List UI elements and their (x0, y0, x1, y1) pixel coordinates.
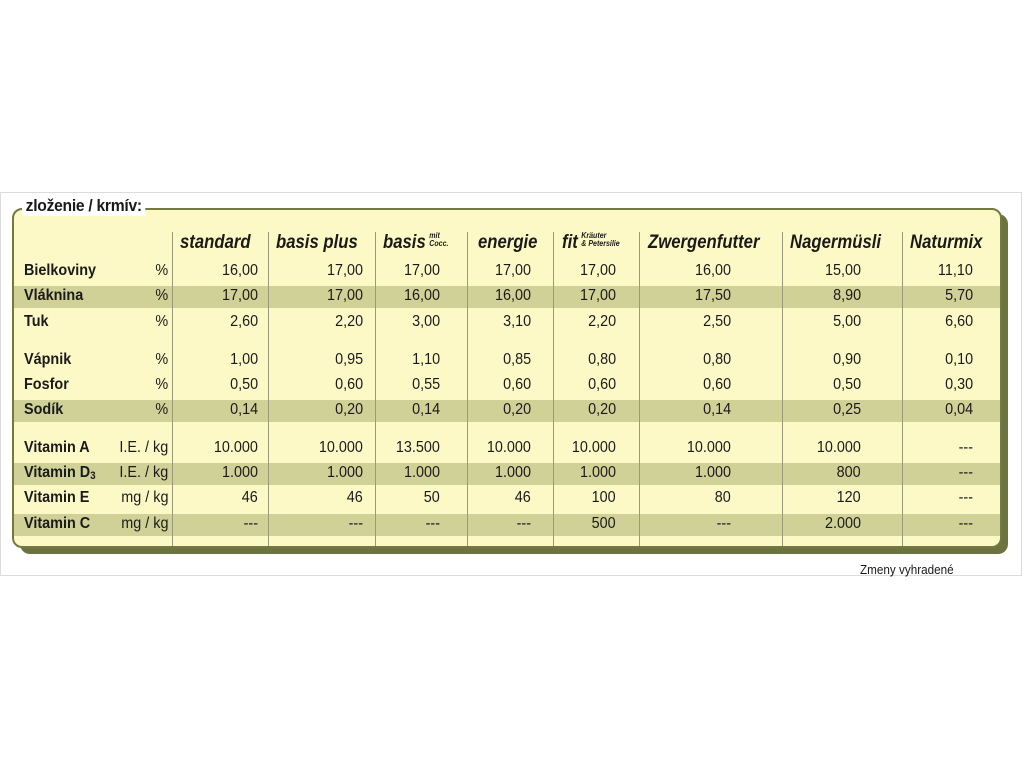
table-title: zloženie / krmív: (22, 196, 145, 216)
column-divider (782, 232, 783, 546)
footer-note: Zmeny vyhradené (860, 562, 954, 577)
table-cell: 17,00 (221, 287, 258, 304)
row-unit: I.E. / kg (119, 439, 168, 456)
table-cell: 0,14 (229, 401, 258, 418)
table-cell: 5,00 (832, 313, 861, 330)
table-cell: 3,10 (502, 313, 531, 330)
table-cell: --- (516, 515, 531, 532)
table-cell: 0,85 (502, 351, 531, 368)
column-divider (375, 232, 376, 546)
table-cell: 11,10 (938, 262, 973, 279)
table-cell: 1.000 (494, 464, 531, 481)
table-cell: 0,60 (587, 376, 616, 393)
row-label: Vitamin D3 (24, 464, 96, 482)
row-label: Bielkoviny (24, 262, 97, 279)
column-divider (902, 232, 903, 546)
column-header (790, 232, 881, 254)
row-unit: I.E. / kg (119, 464, 168, 481)
table-cell: 17,00 (579, 287, 616, 304)
table-cell: 5,70 (944, 287, 973, 304)
table-cell: 0,04 (944, 401, 973, 418)
row-label: Vápnik (24, 351, 72, 368)
table-cell: 100 (591, 489, 616, 506)
table-cell: 1,10 (411, 351, 440, 368)
table-cell: 2,50 (702, 313, 731, 330)
row-label: Fosfor (24, 376, 69, 393)
table-cell: 46 (514, 489, 531, 506)
column-header (276, 232, 358, 254)
column-divider (553, 232, 554, 546)
column-header-note: mit Cocc. (429, 231, 449, 248)
row-unit: % (155, 287, 168, 304)
row-label-subscript: 3 (90, 470, 96, 482)
table-cell: 17,00 (326, 287, 363, 304)
table-cell: 16,00 (694, 262, 731, 279)
table-cell: 17,00 (403, 262, 440, 279)
table-cell: 0,95 (334, 351, 363, 368)
table-cell: 0,30 (944, 376, 973, 393)
column-header-name: basis (383, 232, 426, 253)
column-header-name: Nagermüsli (790, 232, 882, 253)
column-header (180, 232, 251, 254)
table-cell: 2,20 (587, 313, 616, 330)
table-cell: 0,20 (334, 401, 363, 418)
table-cell: 16,00 (403, 287, 440, 304)
table-cell: 17,00 (579, 262, 616, 279)
column-header-name: Zwergenfutter (648, 232, 760, 253)
table-cell: --- (425, 515, 440, 532)
row-label: Vitamin C (24, 515, 91, 532)
table-cell: --- (958, 489, 973, 506)
table-cell: 0,55 (411, 376, 440, 393)
table-cell: 0,90 (832, 351, 861, 368)
row-unit: % (155, 262, 168, 279)
table-cell: 0,80 (587, 351, 616, 368)
table-cell: 800 (836, 464, 861, 481)
column-divider (172, 232, 173, 546)
column-header (478, 232, 537, 254)
table-cell: --- (348, 515, 363, 532)
table-cell: 0,60 (702, 376, 731, 393)
table-cell: 0,14 (411, 401, 440, 418)
table-cell: 500 (591, 515, 616, 532)
table-cell: 3,00 (411, 313, 440, 330)
table-cell: 10.000 (213, 439, 258, 456)
table-cell: 1.000 (221, 464, 258, 481)
table-cell: 17,00 (494, 262, 531, 279)
table-cell: 10.000 (571, 439, 616, 456)
column-divider (268, 232, 269, 546)
row-label: Sodík (24, 401, 64, 418)
table-cell: 0,20 (587, 401, 616, 418)
column-header (562, 232, 620, 254)
table-cell: 6,60 (944, 313, 973, 330)
table-cell: 46 (241, 489, 258, 506)
table-cell: 13.500 (395, 439, 440, 456)
row-label: Vitamin E (24, 489, 90, 506)
row-unit: mg / kg (120, 515, 168, 532)
column-divider (639, 232, 640, 546)
table-cell: --- (243, 515, 258, 532)
table-cell: 17,00 (326, 262, 363, 279)
table-cell: 0,14 (702, 401, 731, 418)
table-cell: 1.000 (579, 464, 616, 481)
column-header-name: basis plus (276, 232, 358, 253)
row-label: Tuk (24, 313, 49, 330)
table-cell: 15,00 (824, 262, 861, 279)
table-cell: 10.000 (486, 439, 531, 456)
table-cell: 16,00 (221, 262, 258, 279)
table-cell: 2,60 (229, 313, 258, 330)
row-unit: % (155, 376, 168, 393)
row-unit: % (155, 351, 168, 368)
table-cell: 120 (836, 489, 861, 506)
table-cell: --- (716, 515, 731, 532)
table-cell: 8,90 (832, 287, 861, 304)
table-cell: 1.000 (694, 464, 731, 481)
row-unit: % (155, 313, 168, 330)
column-header-note: Kräuter & Petersilie (581, 231, 620, 248)
table-cell: 2.000 (824, 515, 861, 532)
row-unit: mg / kg (120, 489, 168, 506)
table-cell: --- (958, 515, 973, 532)
table-cell: 0,60 (334, 376, 363, 393)
row-unit: % (155, 401, 168, 418)
table-cell: 0,80 (702, 351, 731, 368)
table-cell: 17,50 (694, 287, 731, 304)
table-cell: 16,00 (494, 287, 531, 304)
column-header-name: standard (180, 232, 251, 253)
table-cell: 50 (423, 489, 440, 506)
table-cell: 10.000 (686, 439, 731, 456)
table-cell: --- (958, 464, 973, 481)
row-label: Vitamin A (24, 439, 90, 456)
column-header (910, 232, 982, 254)
table-cell: 0,10 (944, 351, 973, 368)
column-header (383, 232, 448, 254)
table-cell: 0,20 (502, 401, 531, 418)
column-header (648, 232, 759, 254)
table-cell: 0,50 (229, 376, 258, 393)
table-cell: 1,00 (229, 351, 258, 368)
column-header-name: fit (562, 232, 578, 253)
table-cell: --- (958, 439, 973, 456)
table-cell: 1.000 (326, 464, 363, 481)
table-cell: 1.000 (403, 464, 440, 481)
table-cell: 10.000 (816, 439, 861, 456)
table-cell: 0,60 (502, 376, 531, 393)
table-cell: 2,20 (334, 313, 363, 330)
table-cell: 80 (714, 489, 731, 506)
column-header-name: Naturmix (910, 232, 983, 253)
table-cell: 10.000 (318, 439, 363, 456)
table-cell: 46 (346, 489, 363, 506)
row-label: Vláknina (24, 287, 84, 304)
table-cell: 0,25 (832, 401, 861, 418)
table-cell: 0,50 (832, 376, 861, 393)
column-divider (467, 232, 468, 546)
column-header-name: energie (478, 232, 538, 253)
